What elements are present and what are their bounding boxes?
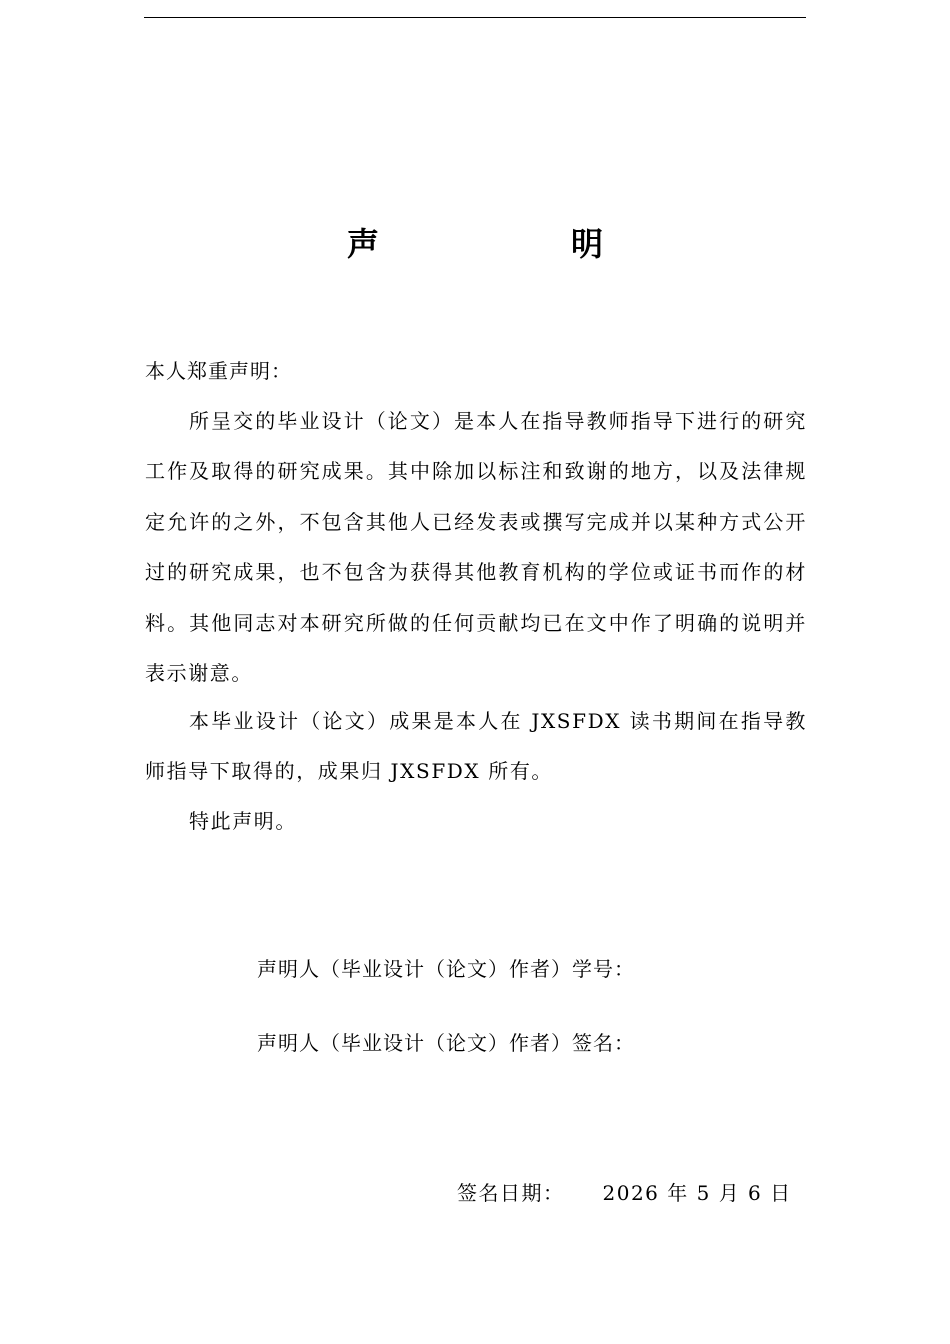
date-value: 2026 年 5 月 6 日 bbox=[602, 1181, 792, 1205]
declaration-paragraph-1: 所呈交的毕业设计（论文）是本人在指导教师指导下进行的研究工作及取得的研究成果。其中除加以标注和致谢的地方，以及法律规定允许的之外，不包含其他人已经发表或撰写完成并以某种方式公开过的研究成果，也不包含为获得其他教育机构的学位或证书而作的材料。其他同志对本研究所做的任何贡献均已在文中作了明确的说明并表示谢意。 bbox=[145, 409, 807, 686]
intro-line: 本人郑重声明： bbox=[145, 359, 292, 383]
student-id-label: 声明人（毕业设计（论文）作者）学号： bbox=[257, 957, 635, 981]
header-rule bbox=[144, 17, 806, 18]
date-label: 签名日期： bbox=[457, 1181, 565, 1205]
signature-date bbox=[457, 1178, 792, 1208]
declaration-paragraph-2: 本毕业设计（论文）成果是本人在 JXSFDX 读书期间在指导教师指导下取得的，成果归 JXSFDX 所有。 bbox=[145, 709, 807, 784]
declaration-paragraph-3: 特此声明。 bbox=[189, 809, 297, 833]
signature-label: 声明人（毕业设计（论文）作者）签名： bbox=[257, 1031, 635, 1055]
page-title: 声 明 bbox=[346, 225, 683, 263]
